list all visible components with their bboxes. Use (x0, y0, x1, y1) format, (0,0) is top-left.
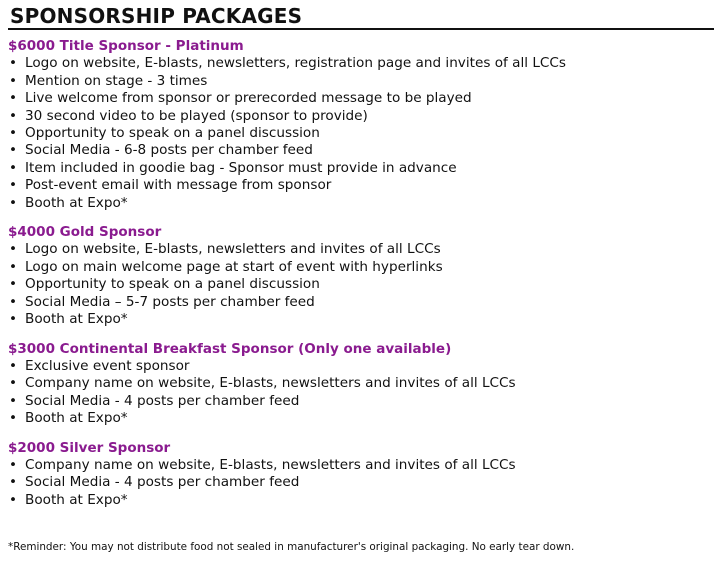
package-section (8, 224, 714, 328)
list-item-text: Post-event email with message from sponsor (25, 177, 332, 194)
list-item-text: Opportunity to speak on a panel discussion (25, 276, 320, 293)
list-item-text: Logo on website, E-blasts, newsletters and invites of all LCCs (25, 241, 441, 258)
list-item-text: Item included in goodie bag - Sponsor must provide in advance (25, 159, 457, 176)
bullet-icon: • (9, 90, 18, 107)
bullet-icon: • (9, 474, 18, 491)
list-item (8, 393, 714, 410)
list-item-text: Social Media - 4 posts per chamber feed (25, 392, 300, 409)
package-benefits-list (8, 457, 714, 509)
package-benefits-list (8, 241, 714, 328)
list-item (8, 73, 714, 90)
list-item (8, 492, 714, 509)
list-item-text: Social Media – 5-7 posts per chamber feed (25, 293, 315, 310)
list-item-text: Company name on website, E-blasts, newsletters and invites of all LCCs (25, 456, 516, 473)
list-item (8, 55, 714, 72)
list-item-text: Booth at Expo* (25, 491, 128, 508)
list-item-text: Company name on website, E-blasts, newsletters and invites of all LCCs (25, 375, 516, 392)
list-item (8, 410, 714, 427)
bullet-icon: • (9, 142, 18, 159)
list-item-text: Booth at Expo* (25, 194, 128, 211)
list-item-text: Booth at Expo* (25, 410, 128, 427)
list-item (8, 108, 714, 125)
list-item (8, 125, 714, 142)
list-item (8, 241, 714, 258)
list-item-text: Opportunity to speak on a panel discussion (25, 125, 320, 142)
bullet-icon: • (9, 258, 18, 275)
bullet-icon: • (9, 375, 18, 392)
list-item (8, 142, 714, 159)
bullet-icon: • (9, 194, 18, 211)
package-title: $3000 Continental Breakfast Sponsor (Only one available) (8, 340, 452, 357)
list-item-text: Mention on stage - 3 times (25, 72, 208, 89)
list-item-text: Logo on main welcome page at start of event with hyperlinks (25, 258, 443, 275)
list-item-text: Exclusive event sponsor (25, 357, 190, 374)
bullet-icon: • (9, 392, 18, 409)
title-divider (8, 28, 714, 30)
bullet-icon: • (9, 491, 18, 508)
bullet-icon: • (9, 293, 18, 310)
list-item (8, 195, 714, 212)
package-title: $4000 Gold Sponsor (8, 224, 162, 241)
package-title: $6000 Title Sponsor - Platinum (8, 38, 244, 54)
bullet-icon: • (9, 456, 18, 473)
list-item-text: Social Media - 6-8 posts per chamber feed (25, 142, 313, 159)
list-item (8, 375, 714, 392)
bullet-icon: • (9, 107, 18, 124)
package-benefits-list (8, 55, 714, 212)
list-item (8, 90, 714, 107)
bullet-icon: • (9, 177, 18, 194)
bullet-icon: • (9, 55, 18, 72)
list-item-text: Logo on website, E-blasts, newsletters, registration page and invites of all LCCs (25, 55, 566, 72)
bullet-icon: • (9, 72, 18, 89)
reminder-note: *Reminder: You may not distribute food not sealed in manufacturer's original packaging. No early tear down. (8, 541, 575, 553)
list-item (8, 311, 714, 328)
bullet-icon: • (9, 276, 18, 293)
package-list (8, 38, 714, 509)
package-benefits-list (8, 358, 714, 428)
list-item (8, 294, 714, 311)
bullet-icon: • (9, 241, 18, 258)
list-item (8, 474, 714, 491)
list-item (8, 160, 714, 177)
package-title: $2000 Silver Sponsor (8, 439, 171, 456)
list-item-text: Live welcome from sponsor or prerecorded message to be played (25, 90, 472, 107)
page-title: SPONSORSHIP PACKAGES (10, 4, 303, 28)
bullet-icon: • (9, 357, 18, 374)
list-item-text: Social Media - 4 posts per chamber feed (25, 474, 300, 491)
package-section (8, 38, 714, 212)
bullet-icon: • (9, 159, 18, 176)
list-item-text: 30 second video to be played (sponsor to provide) (25, 107, 368, 124)
list-item (8, 457, 714, 474)
bullet-icon: • (9, 311, 18, 328)
list-item (8, 276, 714, 293)
bullet-icon: • (9, 410, 18, 427)
package-section (8, 341, 714, 428)
bullet-icon: • (9, 125, 18, 142)
list-item (8, 259, 714, 276)
package-section (8, 440, 714, 510)
list-item (8, 177, 714, 194)
list-item (8, 358, 714, 375)
list-item-text: Booth at Expo* (25, 311, 128, 328)
